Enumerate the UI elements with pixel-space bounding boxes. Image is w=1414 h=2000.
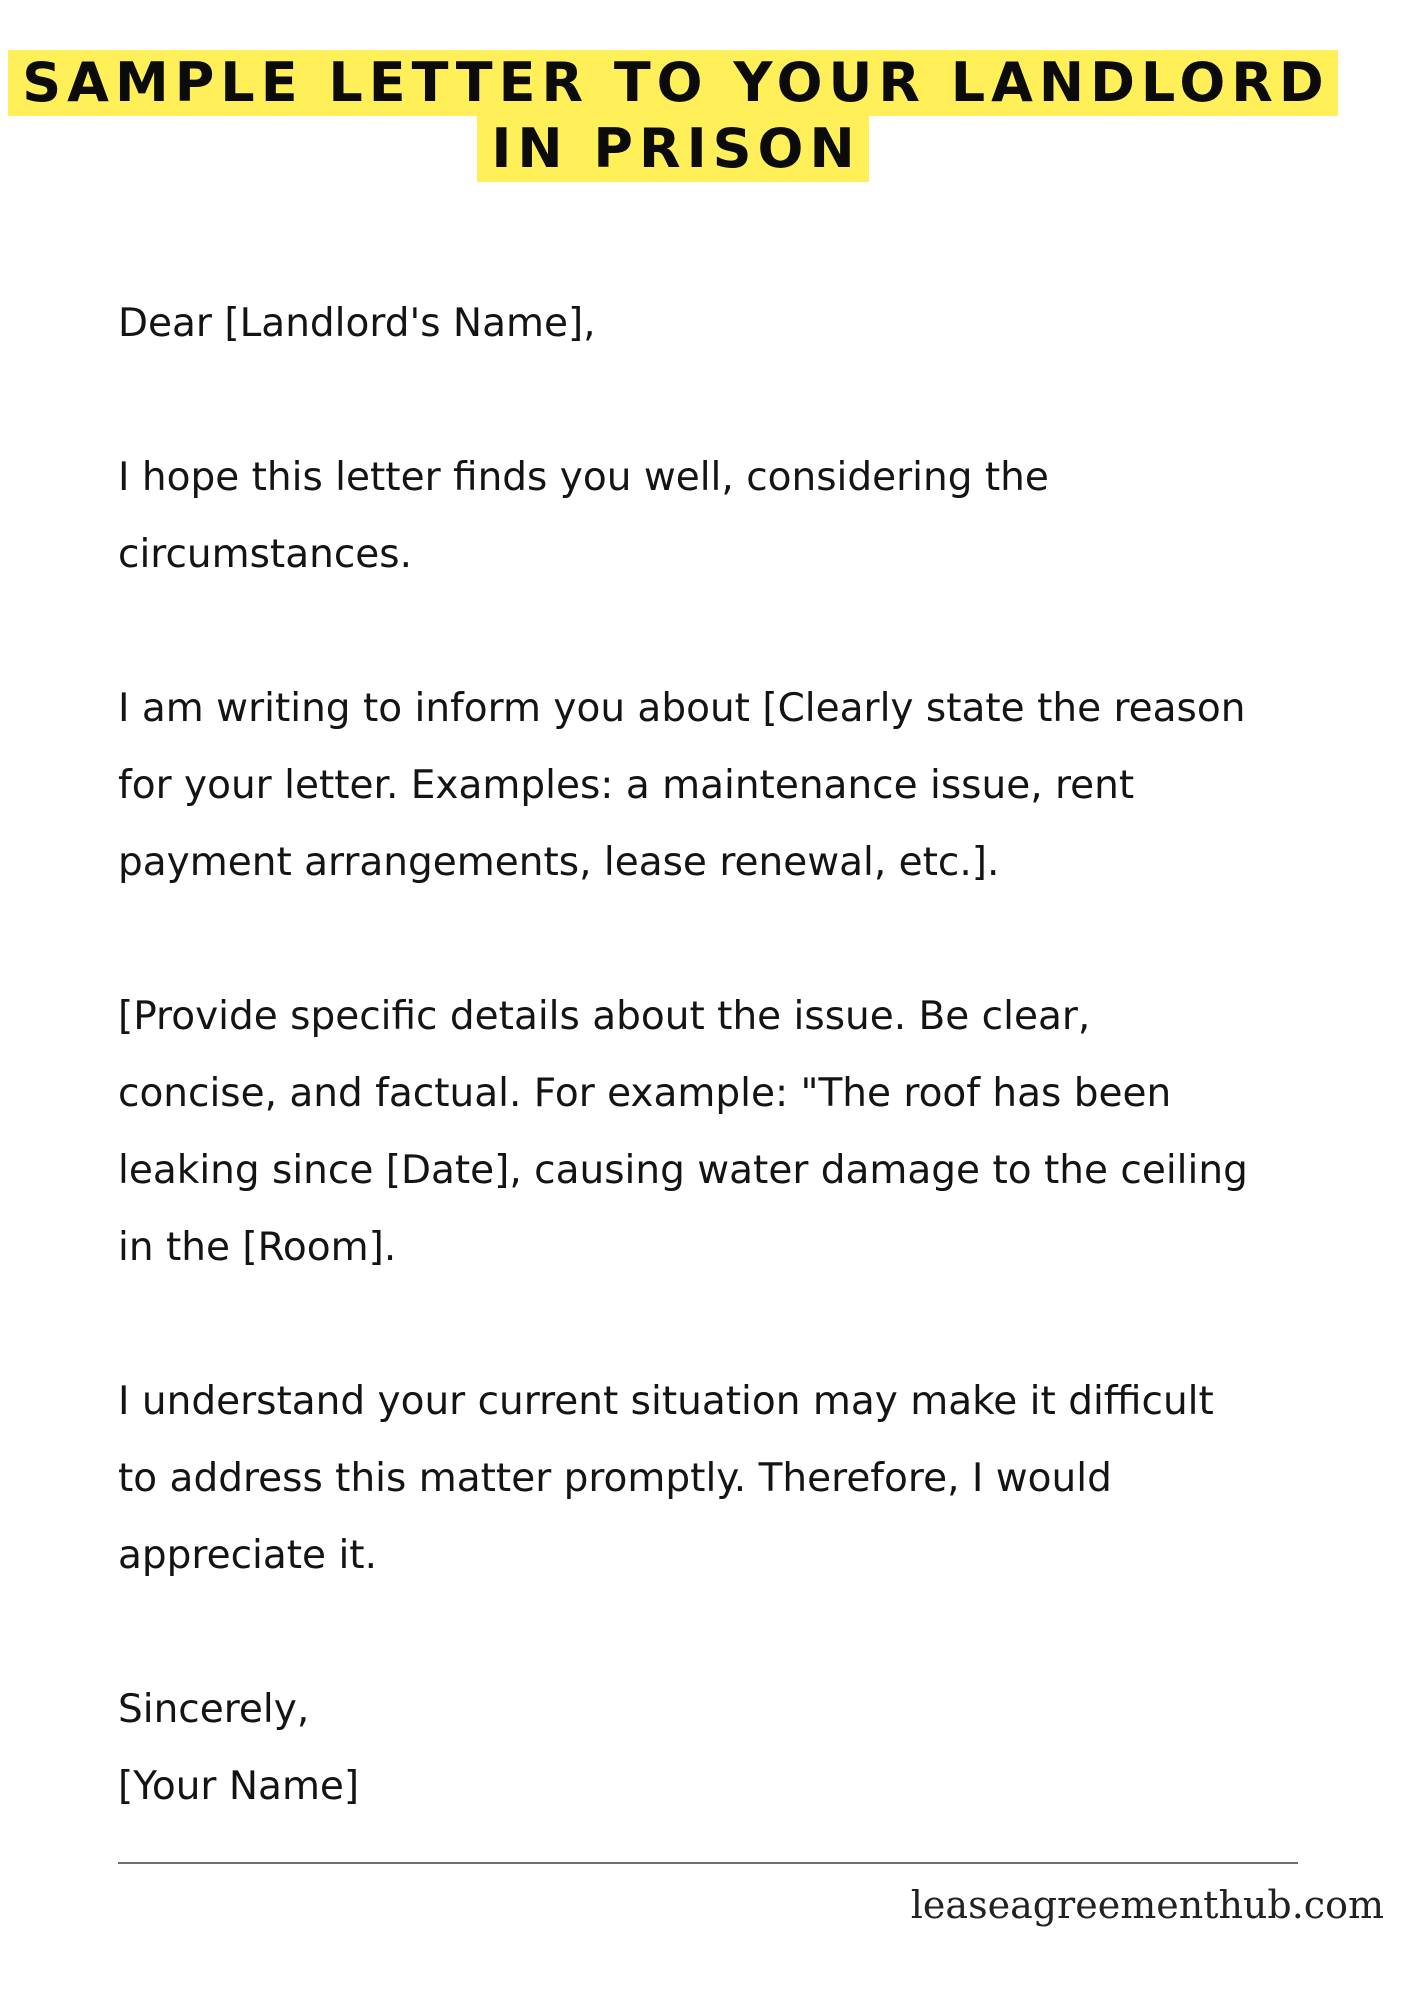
page-title xyxy=(0,50,1346,182)
paragraph-1-line: circumstances. xyxy=(118,532,412,577)
signature-block xyxy=(118,1671,1358,1825)
paragraph-3-line: [Provide specific details about the issue. Be clear, xyxy=(118,994,1091,1039)
paragraph-2-line: I am writing to inform you about [Clearly state the reason xyxy=(118,686,1246,731)
title-line-1: SAMPLE LETTER TO YOUR LANDLORD xyxy=(8,50,1337,116)
footer-brand: leaseagreementhub.com xyxy=(910,1883,1384,1927)
title-line-2: IN PRISON xyxy=(477,116,868,182)
paragraph-3-line: in the [Room]. xyxy=(118,1225,397,1270)
paragraph-1 xyxy=(118,439,1358,593)
paragraph-3-line: concise, and factual. For example: "The roof has been xyxy=(118,1071,1172,1116)
paragraph-2 xyxy=(118,670,1358,901)
paragraph-4-line: to address this matter promptly. Therefore, I would xyxy=(118,1456,1112,1501)
paragraph-2-line: payment arrangements, lease renewal, etc.]. xyxy=(118,840,1000,885)
closing: Sincerely, xyxy=(118,1687,310,1732)
paragraph-3 xyxy=(118,978,1358,1286)
paragraph-4-line: appreciate it. xyxy=(118,1533,377,1578)
paragraph-4-line: I understand your current situation may make it difficult xyxy=(118,1379,1214,1424)
salutation xyxy=(118,285,1358,362)
paragraph-3-line: leaking since [Date], causing water damage to the ceiling xyxy=(118,1148,1248,1193)
paragraph-1-line: I hope this letter finds you well, considering the xyxy=(118,455,1049,500)
letter-body xyxy=(118,285,1358,1825)
paragraph-4 xyxy=(118,1363,1358,1594)
signature-name: [Your Name] xyxy=(118,1764,360,1809)
paragraph-2-line: for your letter. Examples: a maintenance issue, rent xyxy=(118,763,1135,808)
salutation-text: Dear [Landlord's Name], xyxy=(118,301,596,346)
footer-divider xyxy=(118,1862,1298,1864)
